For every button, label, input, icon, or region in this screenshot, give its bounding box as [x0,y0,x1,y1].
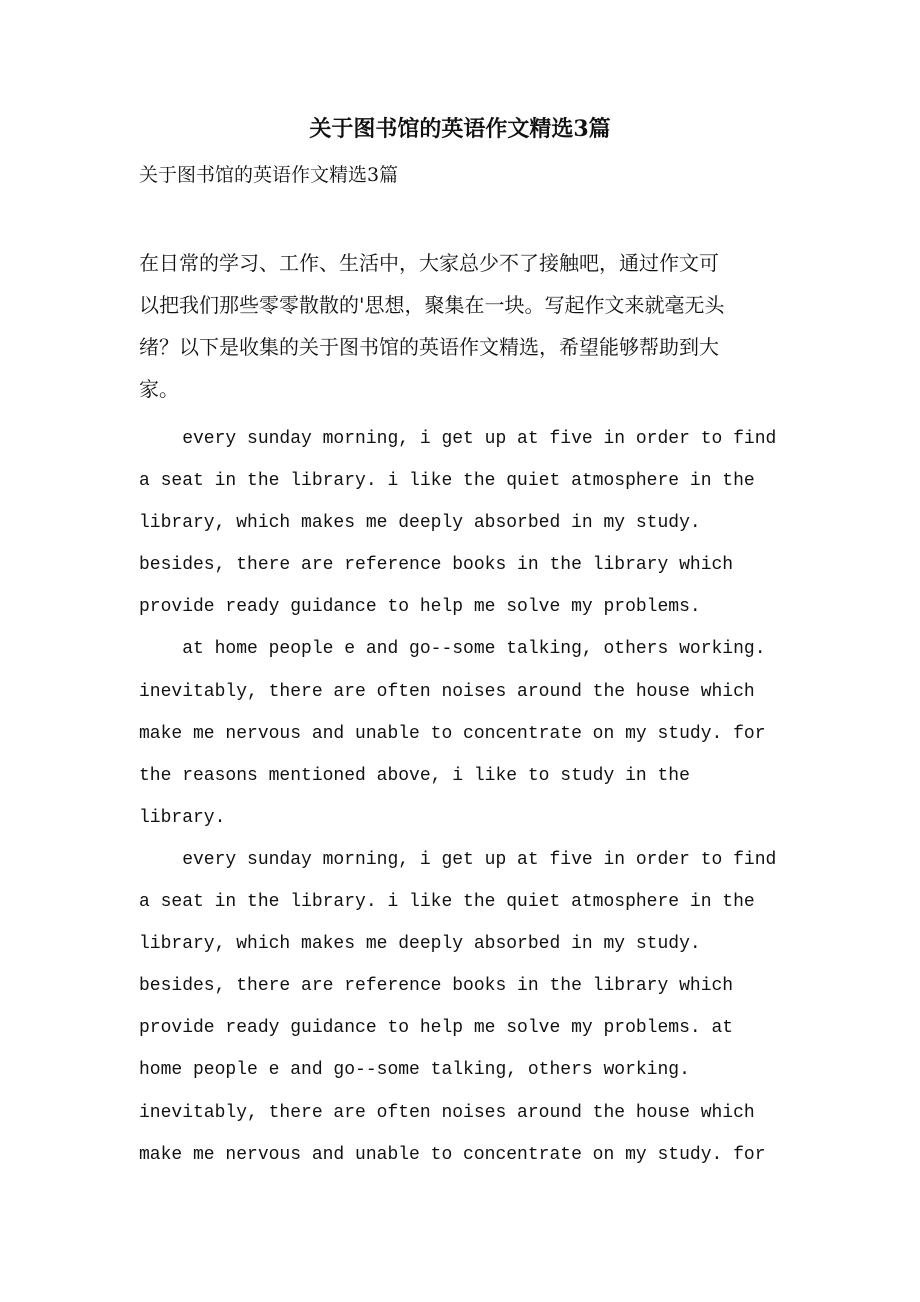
essay-line: besides, there are reference books in the library which [139,555,734,576]
intro-line: 绪？以下是收集的关于图书馆的英语作文精选，希望能够帮助到大 [139,335,719,359]
essay-line: library, which makes me deeply absorbed in my study. [139,934,701,955]
essay-line: inevitably, there are often noises around the house which [139,1102,755,1123]
essay-line: the reasons mentioned above, i like to study in the [139,765,690,786]
document-subtitle: 关于图书馆的英语作文精选3篇 [139,164,399,186]
essay-line: besides, there are reference books in the library which [139,976,734,997]
essay-line: every sunday morning, i get up at five in order to find [139,429,777,449]
intro-paragraph [139,242,789,410]
essay-line: a seat in the library. i like the quiet atmosphere in the [139,892,755,913]
essay-line: at home people e and go--some talking, others working. [139,639,766,660]
essay-line: make me nervous and unable to concentrate on my study. for [139,723,766,744]
essay-line: library, which makes me deeply absorbed in my study. [139,513,701,534]
intro-line: 在日常的学习、工作、生活中，大家总少不了接触吧，通过作文可 [139,251,719,275]
essay-line: provide ready guidance to help me solve my problems. at [139,1018,734,1039]
essay-line: inevitably, there are often noises around the house which [139,681,755,702]
essay-line: library. [139,807,226,828]
intro-line: 家。 [139,377,179,401]
essay-line: provide ready guidance to help me solve my problems. [139,597,701,618]
document-title: 关于图书馆的英语作文精选3篇 [309,116,611,142]
essay-body [139,418,776,1176]
essay-line: every sunday morning, i get up at five in order to find [139,849,777,870]
essay-line: home people e and go--some talking, others working. [139,1060,690,1081]
intro-line: 以把我们那些零零散散的'思想，聚集在一块。写起作文来就毫无头 [139,293,725,317]
essay-line: make me nervous and unable to concentrate on my study. for [139,1144,766,1165]
essay-line: a seat in the library. i like the quiet atmosphere in the [139,471,755,492]
